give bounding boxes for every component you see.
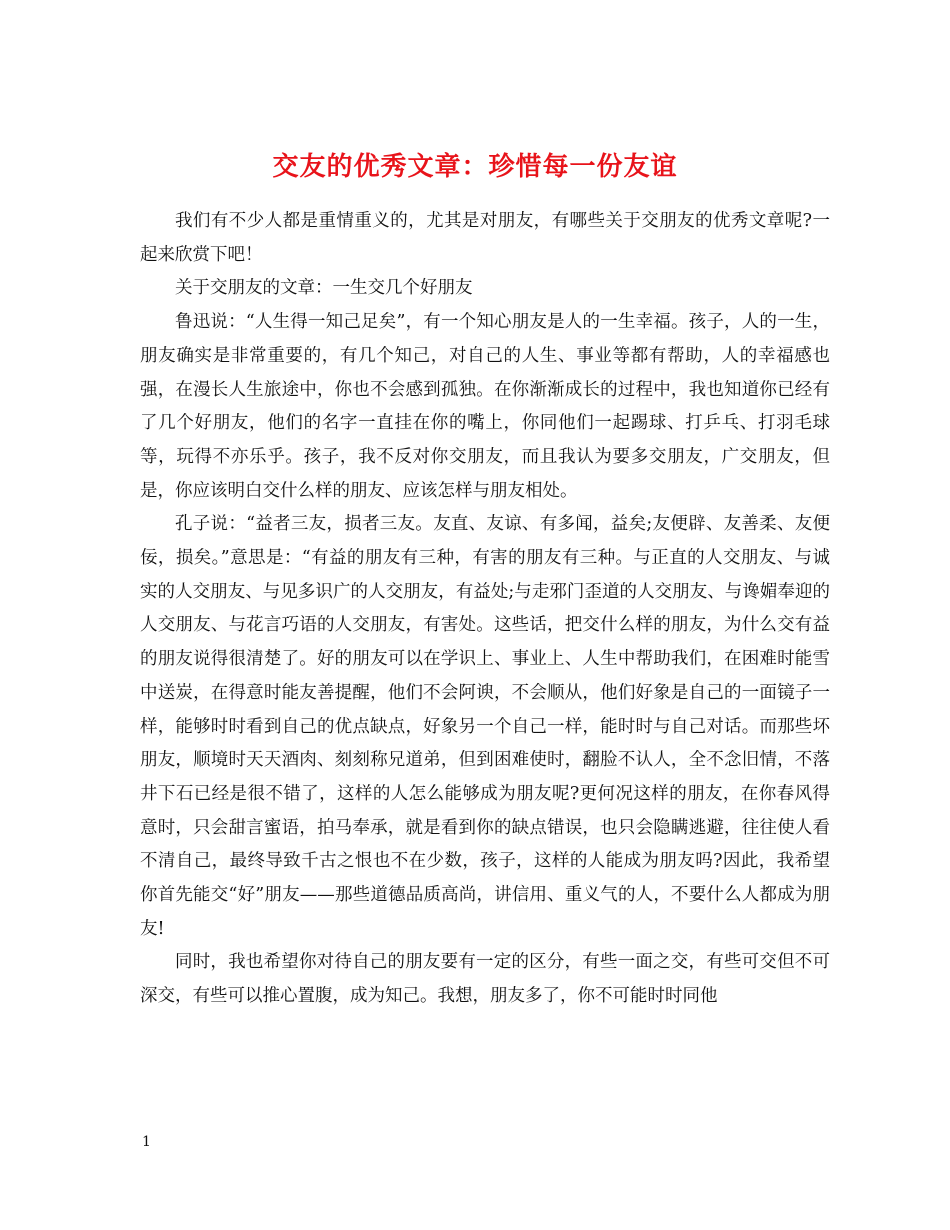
page-number: 1 [142, 1134, 151, 1150]
body-paragraph: 孔子说：“益者三友，损者三友。友直、友谅、有多闻，益矣;友便辟、友善柔、友便佞，损矣。”意思是：“有益的朋友有三种，有害的朋友有三种。与正直的人交朋友、与诚实的人交朋友、与见多识广的人交朋友，有益处;与走邪门歪道的人交朋友、与谗媚奉迎的人交朋友、与花言巧语的人交朋友，有害处。这些话，把交什么样的朋友，为什么交有益的朋友说得很清楚了。好的朋友可以在学识上、事业上、人生中帮助我们，在困难时能雪中送炭，在得意时能友善提醒，他们不会阿谀，不会顺从，他们好象是自己的一面镜子一样，能够时时看到自己的优点缺点，好象另一个自己一样，能时时与自己对话。而那些坏朋友，顺境时天天酒肉、刻刻称兄道弟，但到困难使时，翻脸不认人，全不念旧情，不落井下石已经是很不错了，这样的人怎么能够成为朋友呢?更何况这样的朋友，在你春风得意时，只会甜言蜜语，拍马奉承，就是看到你的缺点错误，也只会隐瞒逃避，往往使人看不清自己，最终导致千古之恨也不在少数，孩子，这样的人能成为朋友吗?因此，我希望你首先能交“好”朋友——那些道德品质高尚，讲信用、重义气的人，不要什么人都成为朋友! [140, 514, 830, 939]
intro-paragraph: 我们有不少人都是重情重义的，尤其是对朋友，有哪些关于交朋友的优秀文章呢?一起来欣赏下吧！ [140, 211, 830, 265]
page-title: 交友的优秀文章：珍惜每一份友谊 [272, 152, 678, 183]
body-paragraph: 鲁迅说：“人生得一知己足矣”，有一个知心朋友是人的一生幸福。孩子，人的一生，朋友确实是非常重要的，有几个知己，对自己的人生、事业等都有帮助，人的幸福感也强，在漫长人生旅途中，你也不会感到孤独。在你渐渐成长的过程中，我也知道你已经有了几个好朋友，他们的名字一直挂在你的嘴上，你同他们一起踢球、打乒乓、打羽毛球等，玩得不亦乐乎。孩子，我不反对你交朋友，而且我认为要多交朋友，广交朋友，但是，你应该明白交什么样的朋友、应该怎样与朋友相处。 [140, 312, 830, 501]
section-heading: 关于交朋友的文章：一生交几个好朋友 [175, 278, 473, 299]
body-paragraph: 同时，我也希望你对待自己的朋友要有一定的区分，有些一面之交，有些可交但不可深交，有些可以推心置腹，成为知己。我想，朋友多了，你不可能时时同他 [140, 952, 830, 1007]
article-body [140, 205, 830, 1014]
